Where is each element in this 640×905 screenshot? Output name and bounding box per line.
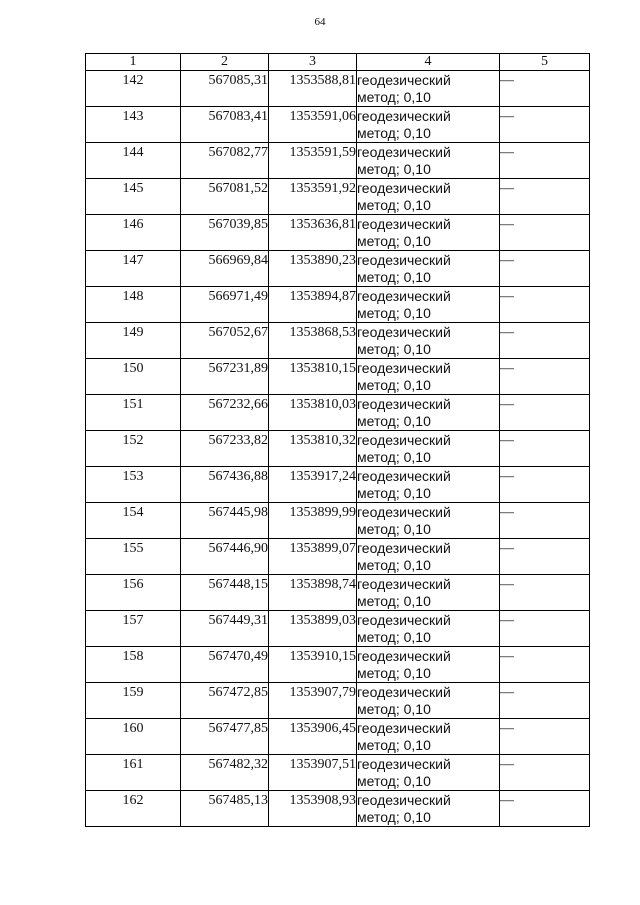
y-coordinate-cell: 1353899,99 bbox=[269, 503, 357, 539]
method-cell bbox=[357, 359, 500, 395]
point-number-cell: 147 bbox=[86, 251, 181, 287]
method-cell bbox=[357, 575, 500, 611]
method-name: геодезический bbox=[357, 612, 451, 628]
point-number-cell: 153 bbox=[86, 467, 181, 503]
x-coordinate-cell: 567485,13 bbox=[181, 791, 269, 827]
point-number-cell: 146 bbox=[86, 215, 181, 251]
x-coordinate-cell: 567436,88 bbox=[181, 467, 269, 503]
method-accuracy: метод; 0,10 bbox=[357, 233, 431, 249]
method-cell bbox=[357, 323, 500, 359]
note-cell: — bbox=[500, 179, 590, 215]
method-name: геодезический bbox=[357, 216, 451, 232]
method-name: геодезический bbox=[357, 396, 451, 412]
y-coordinate-cell: 1353810,32 bbox=[269, 431, 357, 467]
point-number-cell: 144 bbox=[86, 143, 181, 179]
method-cell bbox=[357, 287, 500, 323]
x-coordinate-cell: 567233,82 bbox=[181, 431, 269, 467]
point-number-cell: 145 bbox=[86, 179, 181, 215]
table-row bbox=[86, 359, 590, 395]
y-coordinate-cell: 1353910,15 bbox=[269, 647, 357, 683]
note-cell: — bbox=[500, 359, 590, 395]
point-number-cell: 149 bbox=[86, 323, 181, 359]
point-number-cell: 160 bbox=[86, 719, 181, 755]
note-cell: — bbox=[500, 719, 590, 755]
table-row bbox=[86, 179, 590, 215]
point-number-cell: 155 bbox=[86, 539, 181, 575]
x-coordinate-cell: 567482,32 bbox=[181, 755, 269, 791]
method-accuracy: метод; 0,10 bbox=[357, 377, 431, 393]
note-cell: — bbox=[500, 71, 590, 107]
table-row bbox=[86, 215, 590, 251]
method-name: геодезический bbox=[357, 72, 451, 88]
point-number-cell: 148 bbox=[86, 287, 181, 323]
table-row bbox=[86, 395, 590, 431]
x-coordinate-cell: 567472,85 bbox=[181, 683, 269, 719]
table-row bbox=[86, 575, 590, 611]
x-coordinate-cell: 566971,49 bbox=[181, 287, 269, 323]
method-name: геодезический bbox=[357, 684, 451, 700]
x-coordinate-cell: 567446,90 bbox=[181, 539, 269, 575]
point-number-cell: 161 bbox=[86, 755, 181, 791]
y-coordinate-cell: 1353588,81 bbox=[269, 71, 357, 107]
method-cell bbox=[357, 719, 500, 755]
point-number-cell: 143 bbox=[86, 107, 181, 143]
method-name: геодезический bbox=[357, 756, 451, 772]
column-header-2: 2 bbox=[181, 54, 269, 71]
x-coordinate-cell: 567231,89 bbox=[181, 359, 269, 395]
method-accuracy: метод; 0,10 bbox=[357, 161, 431, 177]
method-cell bbox=[357, 755, 500, 791]
note-cell: — bbox=[500, 251, 590, 287]
x-coordinate-cell: 567477,85 bbox=[181, 719, 269, 755]
method-accuracy: метод; 0,10 bbox=[357, 557, 431, 573]
method-accuracy: метод; 0,10 bbox=[357, 629, 431, 645]
method-name: геодезический bbox=[357, 324, 451, 340]
table-row bbox=[86, 287, 590, 323]
y-coordinate-cell: 1353591,59 bbox=[269, 143, 357, 179]
method-name: геодезический bbox=[357, 180, 451, 196]
method-accuracy: метод; 0,10 bbox=[357, 701, 431, 717]
method-name: геодезический bbox=[357, 792, 451, 808]
method-accuracy: метод; 0,10 bbox=[357, 269, 431, 285]
method-accuracy: метод; 0,10 bbox=[357, 305, 431, 321]
x-coordinate-cell: 567081,52 bbox=[181, 179, 269, 215]
note-cell: — bbox=[500, 287, 590, 323]
method-cell bbox=[357, 143, 500, 179]
method-cell bbox=[357, 215, 500, 251]
point-number-cell: 151 bbox=[86, 395, 181, 431]
point-number-cell: 142 bbox=[86, 71, 181, 107]
y-coordinate-cell: 1353810,03 bbox=[269, 395, 357, 431]
method-cell bbox=[357, 611, 500, 647]
x-coordinate-cell: 567448,15 bbox=[181, 575, 269, 611]
method-cell bbox=[357, 251, 500, 287]
y-coordinate-cell: 1353810,15 bbox=[269, 359, 357, 395]
note-cell: — bbox=[500, 539, 590, 575]
method-name: геодезический bbox=[357, 144, 451, 160]
note-cell: — bbox=[500, 107, 590, 143]
point-number-cell: 154 bbox=[86, 503, 181, 539]
method-cell bbox=[357, 539, 500, 575]
method-accuracy: метод; 0,10 bbox=[357, 449, 431, 465]
y-coordinate-cell: 1353906,45 bbox=[269, 719, 357, 755]
table-row bbox=[86, 503, 590, 539]
note-cell: — bbox=[500, 215, 590, 251]
note-cell: — bbox=[500, 647, 590, 683]
method-accuracy: метод; 0,10 bbox=[357, 809, 431, 825]
method-name: геодезический bbox=[357, 252, 451, 268]
table-row bbox=[86, 539, 590, 575]
note-cell: — bbox=[500, 323, 590, 359]
point-number-cell: 162 bbox=[86, 791, 181, 827]
table-body bbox=[86, 71, 590, 827]
point-number-cell: 156 bbox=[86, 575, 181, 611]
method-accuracy: метод; 0,10 bbox=[357, 485, 431, 501]
y-coordinate-cell: 1353907,51 bbox=[269, 755, 357, 791]
x-coordinate-cell: 567085,31 bbox=[181, 71, 269, 107]
y-coordinate-cell: 1353899,07 bbox=[269, 539, 357, 575]
method-name: геодезический bbox=[357, 504, 451, 520]
method-accuracy: метод; 0,10 bbox=[357, 197, 431, 213]
table-row bbox=[86, 431, 590, 467]
y-coordinate-cell: 1353636,81 bbox=[269, 215, 357, 251]
y-coordinate-cell: 1353907,79 bbox=[269, 683, 357, 719]
note-cell: — bbox=[500, 755, 590, 791]
column-header-4: 4 bbox=[357, 54, 500, 71]
table-row bbox=[86, 683, 590, 719]
method-accuracy: метод; 0,10 bbox=[357, 593, 431, 609]
method-accuracy: метод; 0,10 bbox=[357, 665, 431, 681]
coordinates-table bbox=[85, 53, 590, 827]
x-coordinate-cell: 567445,98 bbox=[181, 503, 269, 539]
table-row bbox=[86, 791, 590, 827]
method-cell bbox=[357, 503, 500, 539]
point-number-cell: 159 bbox=[86, 683, 181, 719]
method-accuracy: метод; 0,10 bbox=[357, 89, 431, 105]
method-name: геодезический bbox=[357, 648, 451, 664]
note-cell: — bbox=[500, 431, 590, 467]
x-coordinate-cell: 567039,85 bbox=[181, 215, 269, 251]
method-cell bbox=[357, 791, 500, 827]
method-cell bbox=[357, 71, 500, 107]
method-cell bbox=[357, 107, 500, 143]
page-number: 64 bbox=[314, 16, 326, 28]
method-accuracy: метод; 0,10 bbox=[357, 341, 431, 357]
y-coordinate-cell: 1353899,03 bbox=[269, 611, 357, 647]
table-row bbox=[86, 323, 590, 359]
method-cell bbox=[357, 395, 500, 431]
y-coordinate-cell: 1353868,53 bbox=[269, 323, 357, 359]
y-coordinate-cell: 1353898,74 bbox=[269, 575, 357, 611]
column-header-1: 1 bbox=[86, 54, 181, 71]
x-coordinate-cell: 567082,77 bbox=[181, 143, 269, 179]
y-coordinate-cell: 1353890,23 bbox=[269, 251, 357, 287]
note-cell: — bbox=[500, 611, 590, 647]
y-coordinate-cell: 1353591,06 bbox=[269, 107, 357, 143]
table-row bbox=[86, 755, 590, 791]
point-number-cell: 157 bbox=[86, 611, 181, 647]
method-name: геодезический bbox=[357, 540, 451, 556]
method-name: геодезический bbox=[357, 720, 451, 736]
method-accuracy: метод; 0,10 bbox=[357, 413, 431, 429]
method-accuracy: метод; 0,10 bbox=[357, 737, 431, 753]
method-accuracy: метод; 0,10 bbox=[357, 125, 431, 141]
x-coordinate-cell: 567449,31 bbox=[181, 611, 269, 647]
x-coordinate-cell: 567052,67 bbox=[181, 323, 269, 359]
x-coordinate-cell: 566969,84 bbox=[181, 251, 269, 287]
method-name: геодезический bbox=[357, 468, 451, 484]
table-row bbox=[86, 719, 590, 755]
table-row bbox=[86, 71, 590, 107]
method-name: геодезический bbox=[357, 576, 451, 592]
note-cell: — bbox=[500, 395, 590, 431]
note-cell: — bbox=[500, 683, 590, 719]
method-cell bbox=[357, 683, 500, 719]
y-coordinate-cell: 1353917,24 bbox=[269, 467, 357, 503]
method-cell bbox=[357, 467, 500, 503]
y-coordinate-cell: 1353591,92 bbox=[269, 179, 357, 215]
x-coordinate-cell: 567470,49 bbox=[181, 647, 269, 683]
y-coordinate-cell: 1353908,93 bbox=[269, 791, 357, 827]
method-accuracy: метод; 0,10 bbox=[357, 773, 431, 789]
table-row bbox=[86, 647, 590, 683]
column-header-3: 3 bbox=[269, 54, 357, 71]
x-coordinate-cell: 567232,66 bbox=[181, 395, 269, 431]
column-header-5: 5 bbox=[500, 54, 590, 71]
table-row bbox=[86, 251, 590, 287]
note-cell: — bbox=[500, 575, 590, 611]
table-row bbox=[86, 611, 590, 647]
y-coordinate-cell: 1353894,87 bbox=[269, 287, 357, 323]
note-cell: — bbox=[500, 143, 590, 179]
method-name: геодезический bbox=[357, 288, 451, 304]
note-cell: — bbox=[500, 791, 590, 827]
method-cell bbox=[357, 647, 500, 683]
table-header-row bbox=[86, 54, 590, 71]
table-row bbox=[86, 467, 590, 503]
method-accuracy: метод; 0,10 bbox=[357, 521, 431, 537]
table-row bbox=[86, 143, 590, 179]
note-cell: — bbox=[500, 503, 590, 539]
method-cell bbox=[357, 179, 500, 215]
method-name: геодезический bbox=[357, 360, 451, 376]
x-coordinate-cell: 567083,41 bbox=[181, 107, 269, 143]
note-cell: — bbox=[500, 467, 590, 503]
method-cell bbox=[357, 431, 500, 467]
method-name: геодезический bbox=[357, 432, 451, 448]
point-number-cell: 152 bbox=[86, 431, 181, 467]
point-number-cell: 150 bbox=[86, 359, 181, 395]
method-name: геодезический bbox=[357, 108, 451, 124]
point-number-cell: 158 bbox=[86, 647, 181, 683]
table-row bbox=[86, 107, 590, 143]
